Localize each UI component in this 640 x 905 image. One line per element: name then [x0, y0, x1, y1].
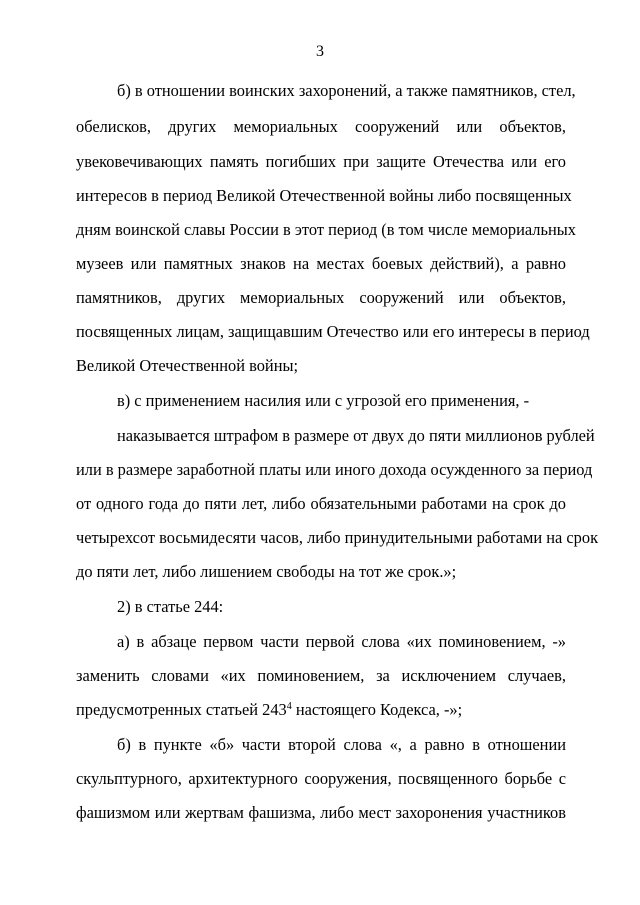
text-line: в) с применением насилия или с угрозой его применения, -: [117, 391, 530, 410]
text-fragment: предусмотренных статьей 243: [76, 700, 287, 719]
text-line: увековечивающих память погибших при защите Отечества или его: [76, 152, 566, 171]
text-line: наказывается штрафом в размере от двух до пяти миллионов рублей: [117, 426, 595, 445]
text-line: интересов в период Великой Отечественной войны либо посвященных: [76, 186, 572, 205]
text-line: Великой Отечественной войны;: [76, 356, 299, 375]
text-line: а) в абзаце первом части первой слова «их поминовением, -»: [117, 632, 566, 651]
text-line: б) в отношении воинских захоронений, а также памятников, стел,: [117, 81, 576, 100]
text-line: дням воинской славы России в этот период (в том числе мемориальных: [76, 220, 576, 239]
text-line: заменить словами «их поминовением, за исключением случаев,: [76, 666, 566, 685]
text-line: б) в пункте «б» части второй слова «, а равно в отношении: [117, 735, 566, 754]
text-line: от одного года до пяти лет, либо обязательными работами на срок до: [76, 494, 566, 513]
text-line: до пяти лет, либо лишением свободы на тот же срок.»;: [76, 562, 457, 581]
text-line: обелисков, других мемориальных сооружений или объектов,: [76, 117, 566, 136]
text-line: фашизмом или жертвам фашизма, либо мест захоронения участников: [76, 803, 566, 822]
text-line: музеев или памятных знаков на местах боевых действий), а равно: [76, 254, 566, 273]
text-line: 2) в статье 244:: [117, 597, 224, 616]
page-number: 3: [316, 43, 324, 60]
text-line: или в размере заработной платы или иного дохода осужденного за период: [76, 460, 593, 479]
text-line: четырехсот восьмидесяти часов, либо принудительными работами на срок: [76, 528, 599, 547]
superscript-index: 4: [286, 701, 292, 712]
text-line: памятников, других мемориальных сооружений или объектов,: [76, 288, 566, 307]
text-fragment: настоящего Кодекса, -»;: [291, 700, 463, 719]
text-line: скульптурного, архитектурного сооружения, посвященного борьбе с: [76, 769, 566, 788]
text-line: посвященных лицам, защищавшим Отечество или его интересы в период: [76, 322, 590, 341]
text-line-with-superscript: [76, 700, 566, 720]
